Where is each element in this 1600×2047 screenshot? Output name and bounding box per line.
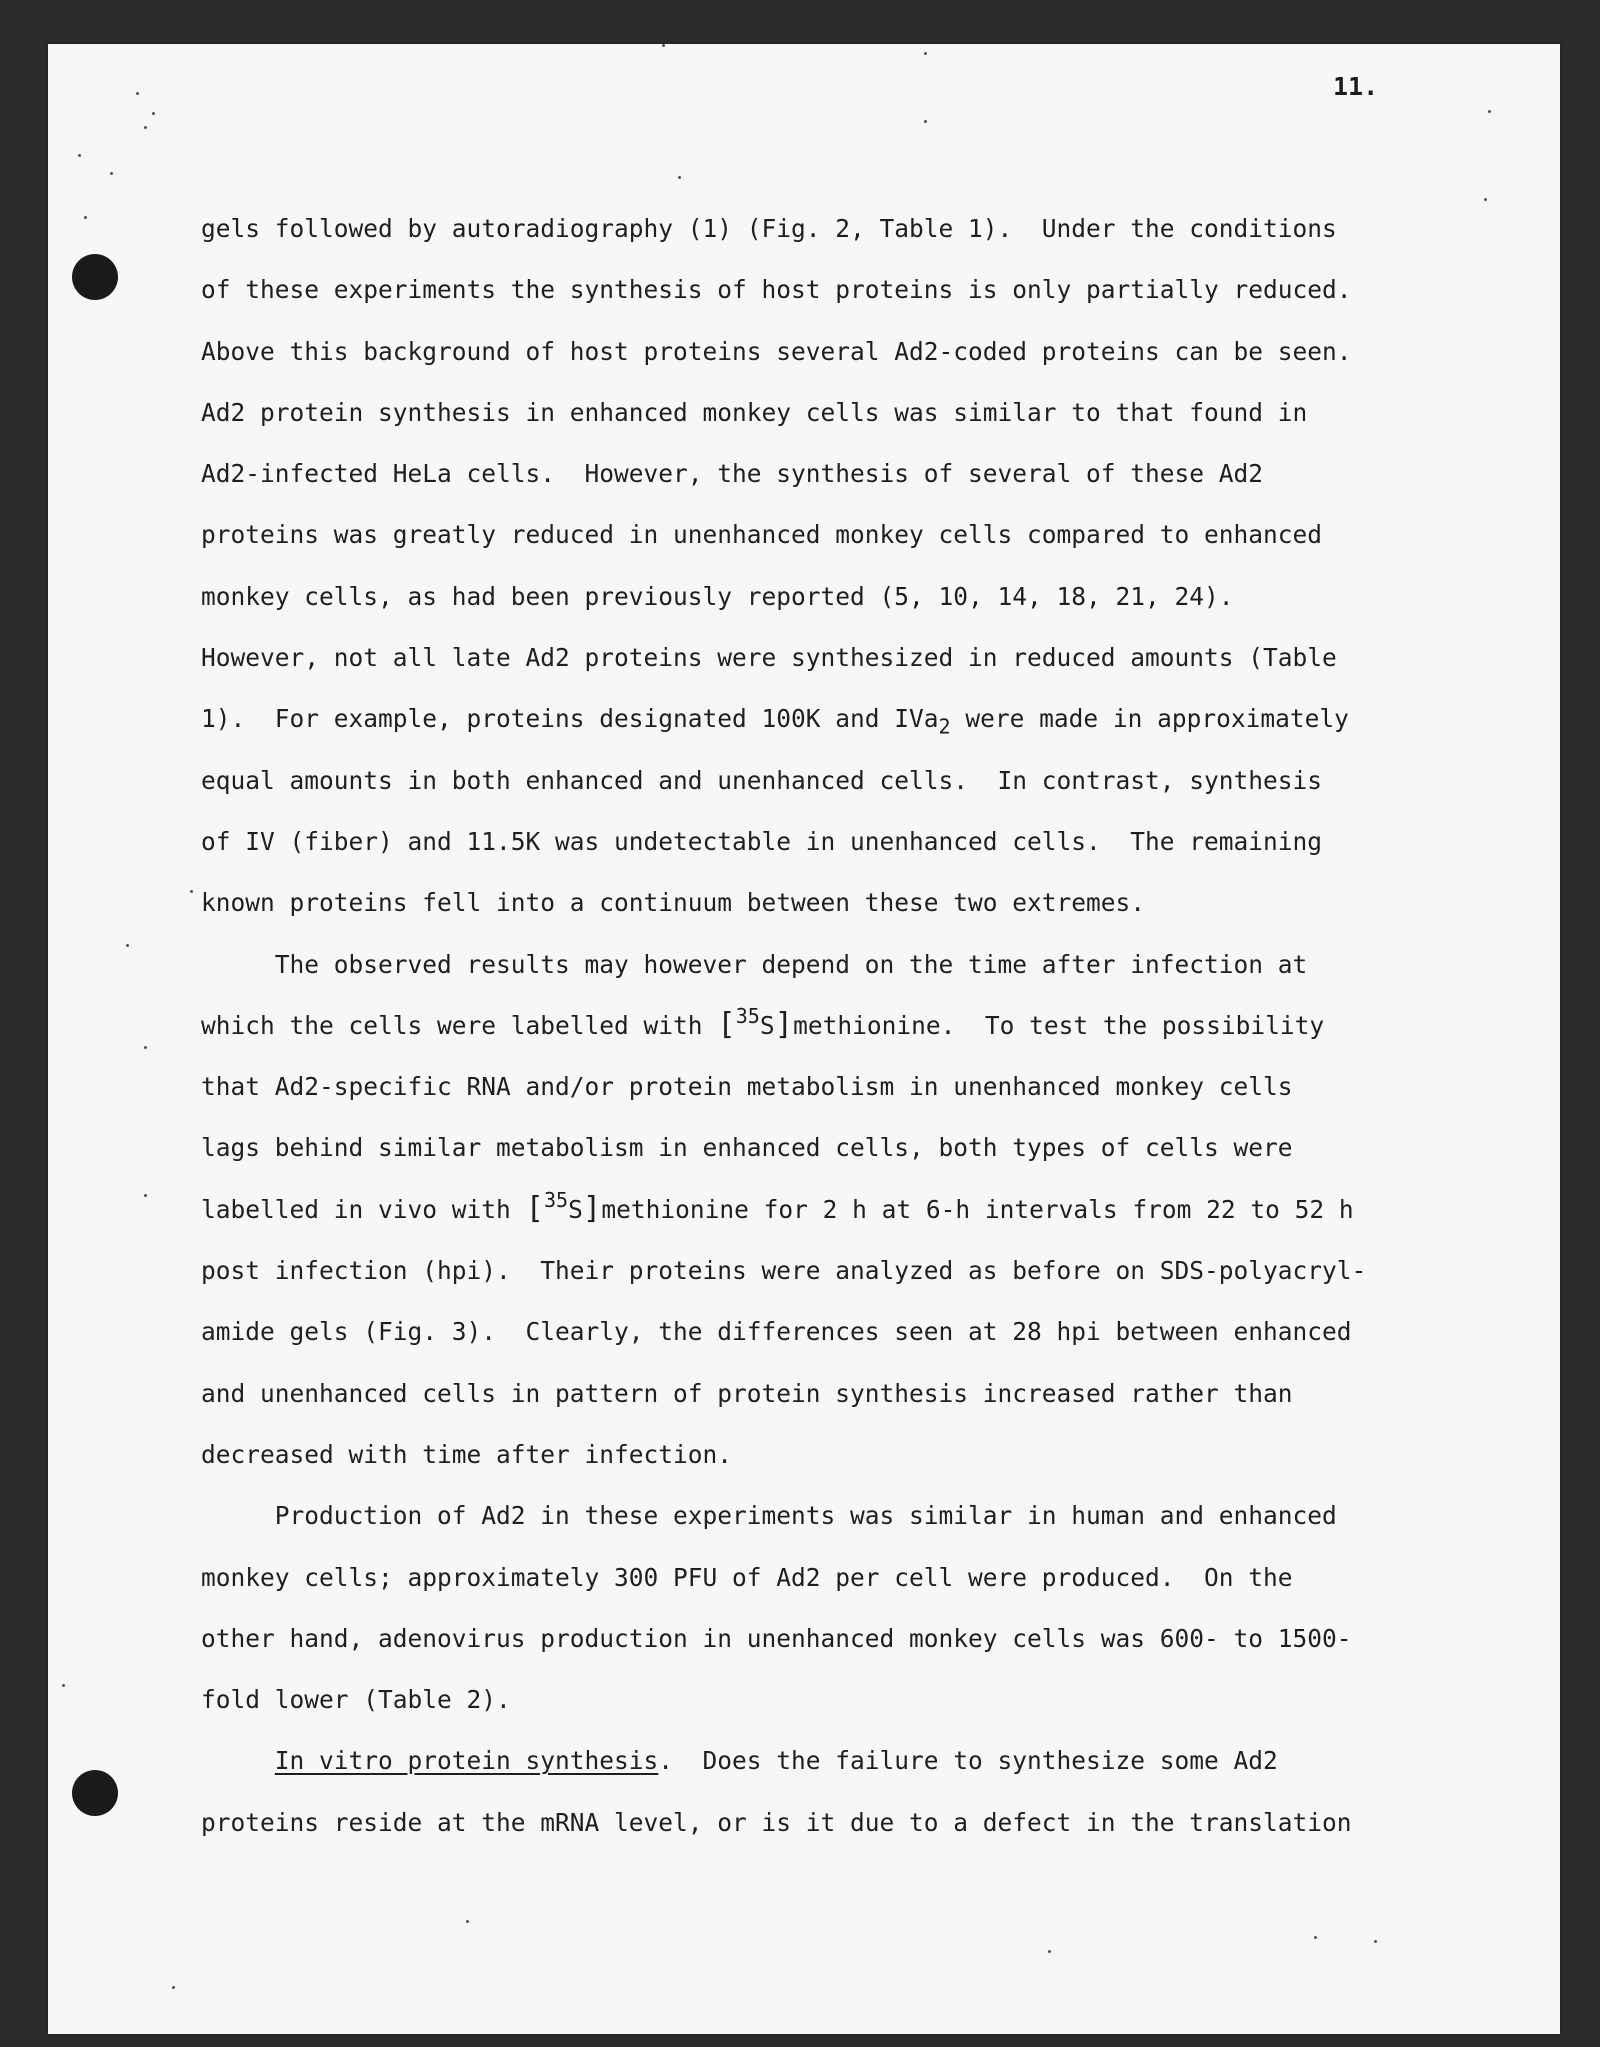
text-line: that Ad2-specific RNA and/or protein metabolism in unenhanced monkey cells — [201, 1072, 1293, 1102]
text-line: proteins reside at the mRNA level, or is it due to a defect in the translation — [201, 1807, 1352, 1837]
speck — [678, 176, 681, 179]
text-line: Production of Ad2 in these experiments was similar in human and enhanced — [201, 1501, 1337, 1531]
text-line: amide gels (Fig. 3). Clearly, the differences seen at 28 hpi between enhanced — [201, 1317, 1352, 1347]
text-line: of these experiments the synthesis of host proteins is only partially reduced. — [201, 275, 1352, 305]
speck — [144, 126, 147, 129]
speck — [84, 216, 87, 219]
text-line: lags behind similar metabolism in enhanced cells, both types of cells were — [201, 1133, 1293, 1163]
section-heading: In vitro protein synthesis — [274, 1746, 659, 1776]
text-line: known proteins fell into a continuum between these two extremes. — [201, 888, 1146, 918]
text-line: post infection (hpi). Their proteins were analyzed as before on SDS-polyacryl- — [201, 1256, 1367, 1286]
element-symbol: S — [759, 1010, 775, 1040]
bracket-close: ] — [774, 1006, 794, 1042]
speck — [1314, 1936, 1317, 1939]
speck — [136, 92, 139, 95]
text-line: monkey cells; approximately 300 PFU of Ad2 per cell were produced. On the — [201, 1562, 1293, 1592]
indent — [201, 1746, 275, 1775]
text-span: 1). For example, proteins designated 100K and IVa — [201, 704, 939, 734]
speck — [126, 944, 129, 947]
subscript: 2 — [938, 714, 951, 739]
speck — [924, 52, 927, 55]
text-span: were made in approximately — [950, 704, 1349, 734]
text-line — [201, 995, 1401, 1056]
text-line: proteins was greatly reduced in unenhanced monkey cells compared to enhanced — [201, 520, 1323, 550]
text-line — [201, 1730, 1401, 1791]
bracket-open: [ — [525, 1190, 544, 1226]
text-line: equal amounts in both enhanced and unenhanced cells. In contrast, synthesis — [201, 765, 1323, 795]
speck — [62, 1684, 65, 1687]
speck — [1374, 1940, 1377, 1943]
text-line: The observed results may however depend on the time after infection at — [201, 949, 1308, 979]
text-line: decreased with time after infection. — [201, 1439, 733, 1469]
text-span: . Does the failure to synthesize some Ad2 — [658, 1746, 1278, 1776]
bracket-open: [ — [717, 1006, 736, 1042]
body-text — [201, 198, 1401, 1853]
text-span: methionine. To test the possibility — [793, 1010, 1325, 1040]
text-line: Above this background of host proteins several Ad2-coded proteins can be seen. — [201, 336, 1352, 366]
speck — [78, 154, 81, 157]
text-span: methionine for 2 h at 6-h intervals from 22 to 52 h — [601, 1194, 1354, 1224]
text-line — [201, 688, 1401, 749]
speck — [172, 1986, 175, 1989]
superscript: 35 — [735, 1003, 760, 1028]
text-line: of IV (fiber) and 11.5K was undetectable in unenhanced cells. The remaining — [201, 826, 1323, 856]
text-line: gels followed by autoradiography (1) (Fig. 2, Table 1). Under the conditions — [201, 214, 1337, 243]
text-line: However, not all late Ad2 proteins were synthesized in reduced amounts (Table — [201, 643, 1337, 673]
speck — [924, 120, 927, 123]
text-line: Ad2-infected HeLa cells. However, the synthesis of several of these Ad2 — [201, 459, 1264, 489]
bracket-close: ] — [582, 1190, 602, 1226]
speck — [1488, 110, 1491, 113]
text-span: labelled in vivo with — [201, 1194, 526, 1224]
speck — [190, 890, 193, 893]
speck — [110, 172, 113, 175]
speck — [152, 112, 155, 115]
page-number: 11. — [1333, 72, 1379, 101]
speck — [466, 1920, 469, 1923]
text-line: other hand, adenovirus production in unenhanced monkey cells was 600- to 1500- — [201, 1623, 1352, 1653]
element-symbol: S — [568, 1194, 583, 1224]
text-line: monkey cells, as had been previously reported (5, 10, 14, 18, 21, 24). — [201, 581, 1234, 611]
speck — [144, 1046, 147, 1049]
text-line: fold lower (Table 2). — [201, 1685, 511, 1715]
speck — [662, 44, 665, 47]
speck — [144, 1194, 147, 1197]
text-line: Ad2 protein synthesis in enhanced monkey cells was similar to that found in — [201, 397, 1308, 427]
punch-hole-bottom — [72, 1770, 118, 1816]
text-span: which the cells were labelled with — [201, 1010, 718, 1040]
punch-hole-top — [72, 254, 118, 300]
text-line — [201, 1179, 1401, 1240]
superscript: 35 — [543, 1187, 569, 1212]
speck — [1048, 1950, 1051, 1953]
speck — [1484, 198, 1487, 201]
text-line: and unenhanced cells in pattern of protein synthesis increased rather than — [201, 1378, 1293, 1408]
